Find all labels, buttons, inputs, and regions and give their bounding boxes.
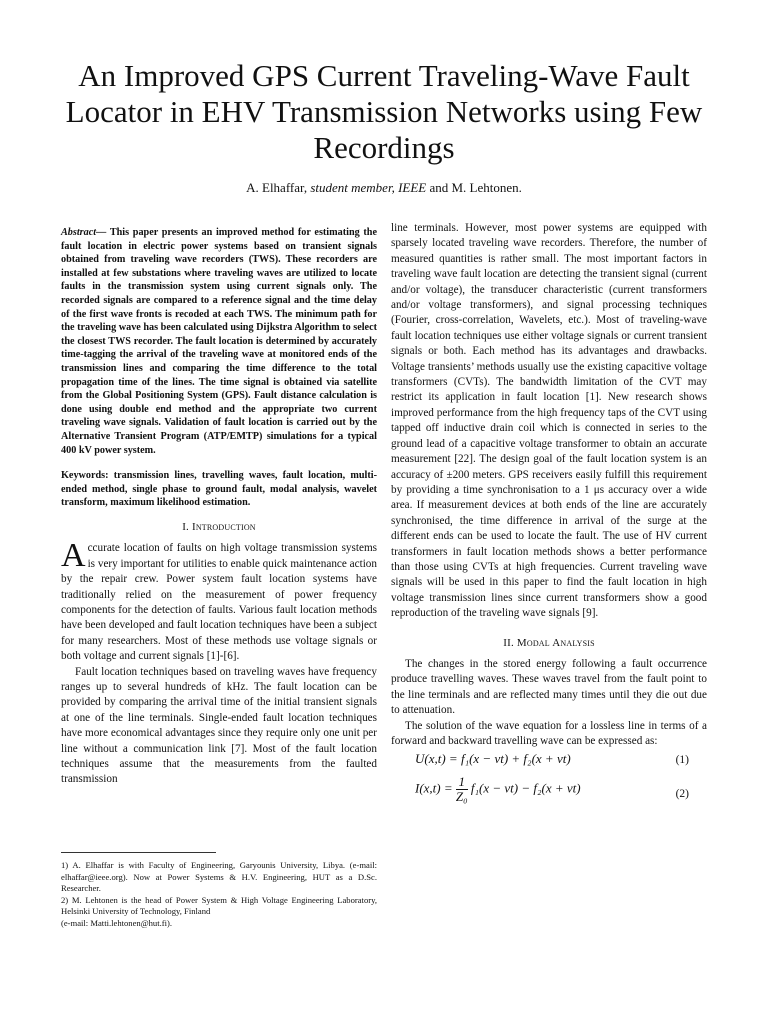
author-2: and M. Lehtonen. [429,180,522,195]
modal-paragraph-1: The changes in the stored energy following a fault occurrence produce travelling waves. These waves travel from the fault point to the line terminals and are reflected many times until they die out due to attenuation. [391,657,707,717]
author-1: A. Elhaffar, [246,180,308,195]
section-heading-modal-analysis: II. Modal Analysis [503,636,595,649]
equation-2: I(x,t) = $\frac{1}{\text{Z₀}}$ f₁(x − vt) − f₂(x + vt) (2) [415,774,689,805]
intro-paragraph-2: Fault location techniques based on traveling waves have frequency ranges up to several hundreds of kHz. The fault location can be provided by comparing the arrival time of the initial transient signals at one of the line terminals. Single-ended fault location techniques have more economical advantages since they require only one unit per line without a communication link [7]. Most of the fault location techniques assume that the measurements from the faulted transmission [61,665,377,786]
abstract-text: This paper presents an improved method for estimating the fault location in electric power systems based on transient signals obtained from traveling wave recorders (TWS). These recorders are installed at few substations where traveling waves are utilized to locate faults in the transmission system using current signals only. The recorded signals are compared to a reference signal and the time delay of the first wave fronts is recoded at each TWS. The minimum path for the traveling wave has been calculated using Dijkstra Algorithm to select the closest TWS recorder. The fault location is determined by accurately time-tagging the arrival of the traveling wave at monitored ends of the transmission lines and comparing the time difference to the total propagation time of the lines. The time signal is obtained via satellite from the Global Positioning System (GPS). Fault distance calculation is done using double end method and the appropriate two current traveling wave signals. Validation of fault location is carried out by the Alternative Transient Program (ATP/EMTP) simulations for a typical 400 kV power system. [61,227,377,456]
footnote-1: 1) A. Elhaffar is with Faculty of Engineering, Garyounis University, Libya. (e-mail: elhaffar@ieee.org). Now at Power Systems & H.V. Engineering, HUT as a D.Sc. Researcher. [61,860,377,894]
equation-2-number: (2) [675,788,689,801]
footnotes [61,860,377,930]
modal-paragraph-2: The solution of the wave equation for a lossless line in terms of a forward and backward travelling wave can be expressed as: [391,719,707,747]
right-column [391,221,707,813]
footnote-2: 2) M. Lehtonen is the head of Power System & High Voltage Engineering Laboratory, Helsinki University of Technology, Finland [61,894,377,917]
left-column [61,226,377,788]
equation-1-number: (1) [675,754,689,767]
equation-2-fraction: $\frac{1}{\text{Z₀}}$ [455,774,468,805]
author-line [40,180,728,196]
keywords: Keywords: transmission lines, travelling waves, fault location, multi-ended method, single phase to ground fault, modal analysis, wavelet transform, maximum likelihood estimation. [61,470,377,509]
section-heading-introduction: I. Introduction [182,520,256,533]
abstract-heading: Abstract— [61,227,107,238]
paper-title: An Improved GPS Current Traveling-Wave Fault Locator in EHV Transmission Networks using Few Recordings [65,58,703,165]
drop-cap: A [61,537,86,575]
intro-paragraph-1: Accurate location of faults on high voltage transmission systems is very important for utilities to enable quick maintenance action by the repair crew. Power system fault location systems have traditionally relied on the measurement of power frequency components for the detection of faults. Various fault location methods have been developed and fault location techniques have been a subject for many researchers. Most of these methods use voltage signals or both voltage and current signals [1]-[6]. [61,537,377,663]
abstract [61,226,377,457]
footnote-3: (e-mail: Matti.lehtonen@hut.fi). [61,917,173,928]
right-paragraph-1: line terminals. However, most power systems are equipped with sparsely located traveling wave recorders. Therefore, the number of measured quantities is rather small. The most important factors in traveling wave fault location are detecting the transient signal (current and/or voltage), the transducer characteristic (current transformers and/or voltage transformers), and signal processing techniques (Fourier, cross-correlation, Wavelets, etc.). Most of traveling-wave fault location techniques use either voltage signals or current transient signals or both. Each method has its advantages and drawbacks. Voltage transients’ methods usually use the existing capacitive voltage transformers (CVTs). The bandwidth limitation of the CVT may restrict its application in fault location [1]. New research shows improved performance from the high frequency taps of the CVT using tapped off inductive drain coil which is connected in series to the ground lead of a capacitive voltage transformer to obtain an accurate measurement [22]. The design goal of the fault location system is an accuracy of ±200 meters. GPS receivers easily fulfill this requirement by providing a time synchronisation to a 1 μs accuracy over a wide area. If measurement devices at both ends of the line are accurately synchronised, the time difference in arrival of the surge at the different ends can be used to locate the fault. The use of HV current transformers in fault location methods shows a better performance than those using CVTs at high frequencies. Current traveling wave signals will be used in this paper to find the fault location in high voltage transmission lines since current transformers show a good reproduction of the traveling wave signals [9]. [391,222,707,620]
author-1-role: student member, IEEE [310,180,427,195]
equation-1: U(x,t) = f₁(x − vt) + f₂(x + vt) (1) [391,751,707,771]
footnote-rule [61,852,216,853]
